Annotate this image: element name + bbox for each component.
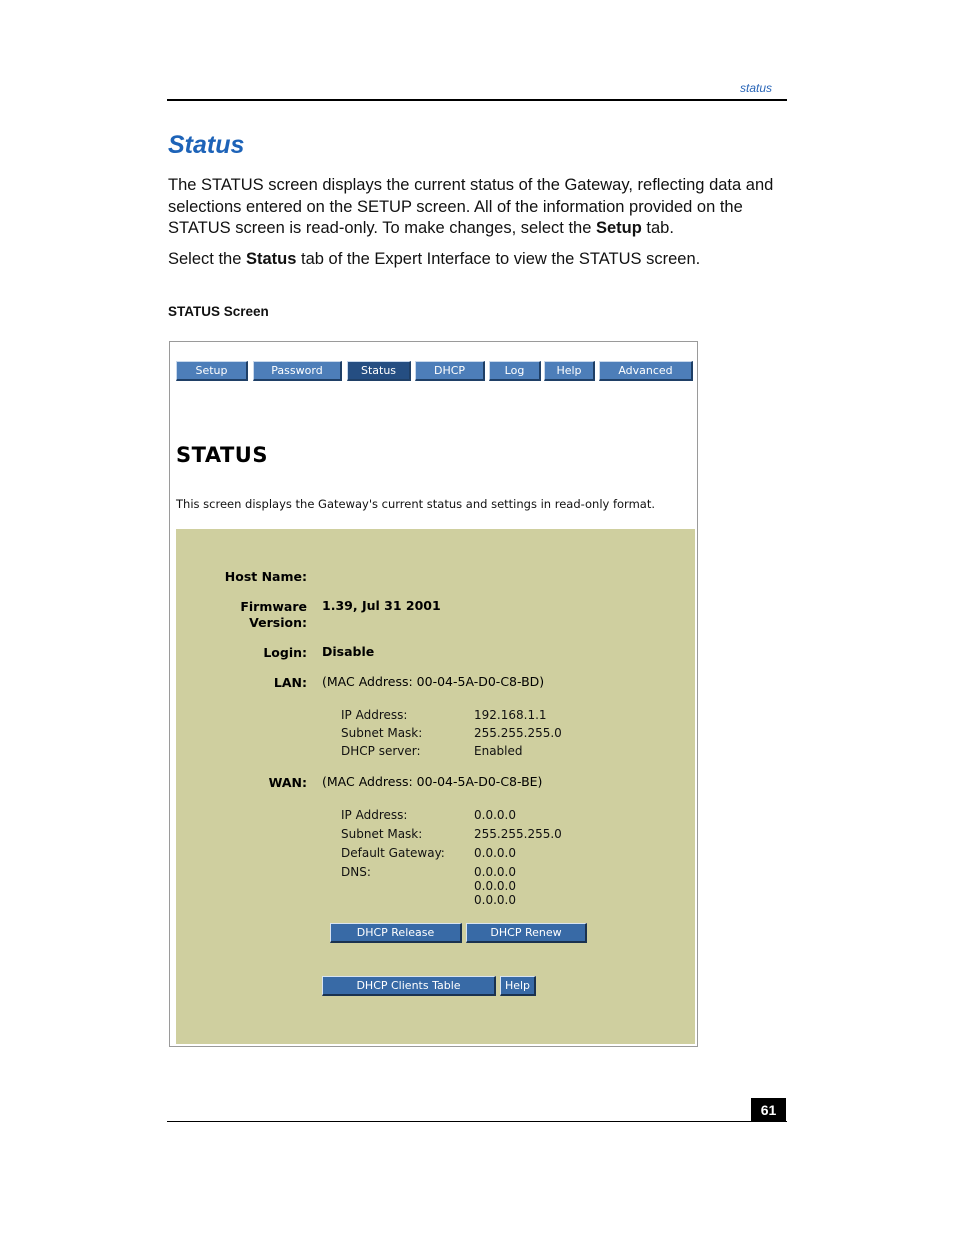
wan-ip-label: IP Address: bbox=[341, 808, 408, 822]
tab-advanced[interactable]: Advanced bbox=[599, 361, 693, 381]
running-head: status bbox=[739, 81, 772, 95]
lan-ip-label: IP Address: bbox=[341, 708, 408, 722]
tab-status[interactable]: Status bbox=[347, 361, 411, 381]
wan-ip-value: 0.0.0.0 bbox=[474, 808, 516, 822]
tab-log[interactable]: Log bbox=[489, 361, 541, 381]
tab-help[interactable]: Help bbox=[544, 361, 595, 381]
instruction-paragraph bbox=[168, 249, 778, 271]
tab-setup[interactable]: Setup bbox=[176, 361, 248, 381]
setup-emphasis: Setup bbox=[595, 219, 642, 237]
help-button[interactable]: Help bbox=[500, 976, 536, 996]
wan-subnet-label: Subnet Mask: bbox=[341, 827, 423, 841]
lan-subnet-label: Subnet Mask: bbox=[341, 726, 423, 740]
intro-text: The STATUS screen displays the current status of the Gateway, reflecting data and selections entered on the SETUP screen. All of the information provided on the STATUS screen is read-only. To make changes, select the bbox=[168, 176, 774, 237]
lan-ip-value: 192.168.1.1 bbox=[474, 708, 547, 722]
wan-dns-value-2: 0.0.0.0 bbox=[474, 879, 516, 893]
dhcp-clients-table-button[interactable]: DHCP Clients Table bbox=[322, 976, 496, 996]
wan-subnet-value: 255.255.255.0 bbox=[474, 827, 562, 841]
status-panel bbox=[176, 529, 695, 1044]
dhcp-release-button[interactable]: DHCP Release bbox=[330, 923, 462, 943]
login-value: Disable bbox=[322, 644, 375, 659]
lan-mac-address: (MAC Address: 00-04-5A-D0-C8-BD) bbox=[322, 674, 545, 689]
screen-description: This screen displays the Gateway's current status and settings in read-only format. bbox=[176, 497, 656, 511]
intro-paragraph bbox=[168, 175, 778, 240]
wan-gateway-label: Default Gateway: bbox=[341, 846, 445, 860]
lan-dhcp-server-value: Enabled bbox=[474, 744, 523, 758]
wan-mac-address: (MAC Address: 00-04-5A-D0-C8-BE) bbox=[322, 774, 543, 789]
lan-subnet-value: 255.255.255.0 bbox=[474, 726, 562, 740]
firmware-value: 1.39, Jul 31 2001 bbox=[322, 598, 441, 613]
wan-gateway-value: 0.0.0.0 bbox=[474, 846, 516, 860]
bottom-rule bbox=[167, 1121, 787, 1122]
firmware-label: Firmware bbox=[240, 599, 307, 614]
status-screen-figure bbox=[169, 341, 698, 1047]
wan-dns-value-3: 0.0.0.0 bbox=[474, 893, 516, 907]
wan-dns-label: DNS: bbox=[341, 865, 371, 879]
page-number: 61 bbox=[751, 1098, 786, 1122]
login-label: Login: bbox=[263, 645, 307, 660]
tab-password[interactable]: Password bbox=[253, 361, 342, 381]
wan-label: WAN: bbox=[268, 775, 307, 790]
intro-text-end: tab. bbox=[641, 219, 674, 237]
lan-dhcp-server-label: DHCP server: bbox=[341, 744, 421, 758]
lan-label: LAN: bbox=[273, 675, 307, 690]
top-rule bbox=[167, 99, 787, 101]
version-label: Version: bbox=[249, 615, 307, 630]
page-heading: Status bbox=[168, 131, 245, 159]
screen-title: STATUS bbox=[176, 443, 268, 467]
tab-dhcp[interactable]: DHCP bbox=[415, 361, 485, 381]
dhcp-renew-button[interactable]: DHCP Renew bbox=[466, 923, 587, 943]
host-name-label: Host Name: bbox=[224, 569, 307, 584]
status-emphasis: Status bbox=[245, 250, 297, 268]
instruction-text-end: tab of the Expert Interface to view the STATUS screen. bbox=[296, 250, 701, 268]
instruction-text: Select the bbox=[168, 250, 246, 268]
figure-caption: STATUS Screen bbox=[168, 304, 269, 319]
wan-dns-value-1: 0.0.0.0 bbox=[474, 865, 516, 879]
tab-bar bbox=[176, 361, 696, 381]
